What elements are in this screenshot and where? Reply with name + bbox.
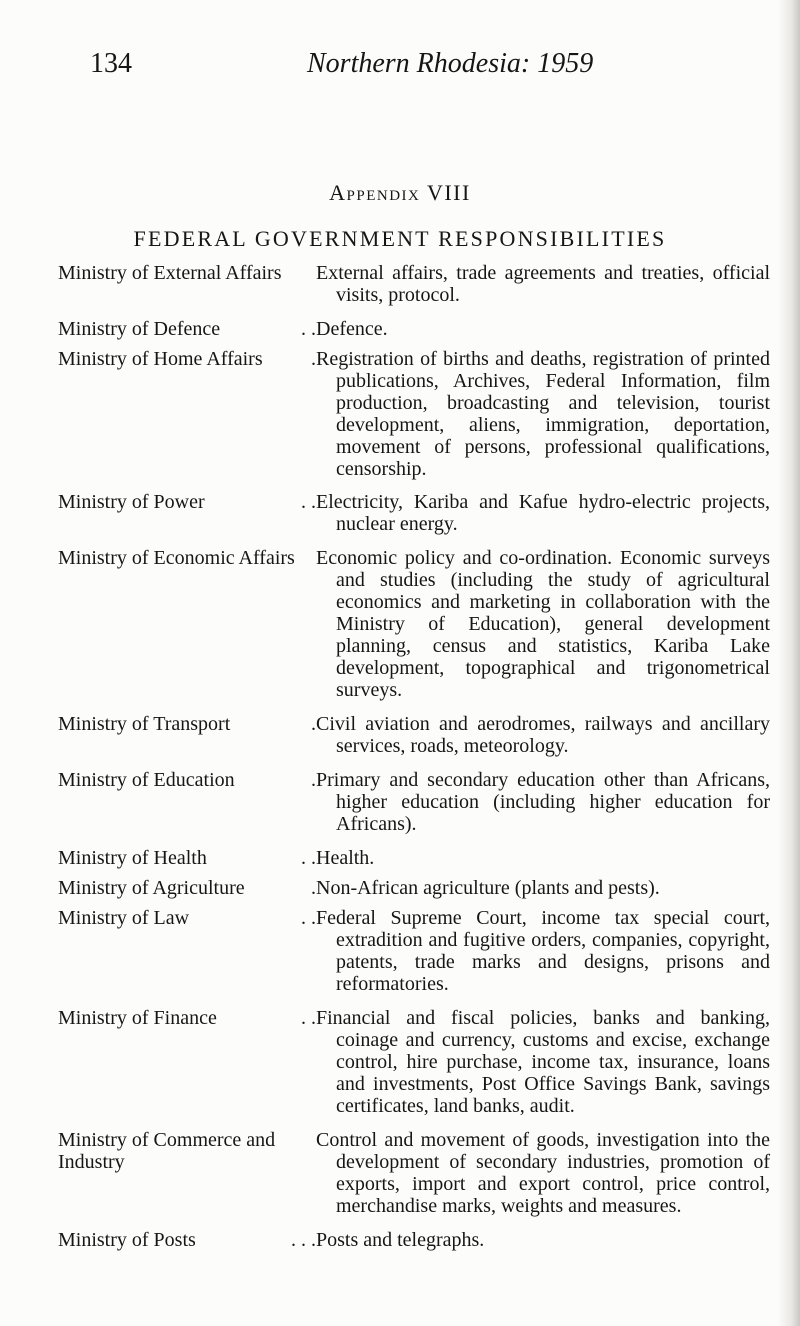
table-row xyxy=(58,769,770,835)
appendix-title: Appendix VIII xyxy=(329,180,471,205)
table-row xyxy=(58,318,770,340)
dot-leader: . . xyxy=(301,491,316,513)
responsibilities-table xyxy=(58,262,770,1251)
ministry-responsibility: External affairs, trade agreements and treaties, official visits, protocol. xyxy=(316,262,770,306)
ministry-name: Ministry of Finance . . xyxy=(58,1007,316,1029)
ministry-name: Ministry of Education . xyxy=(58,769,316,791)
ministry-responsibility: Defence. xyxy=(316,318,388,340)
ministry-name: Ministry of Law . . xyxy=(58,907,316,929)
dot-leader: . xyxy=(311,769,316,791)
table-row xyxy=(58,1129,770,1217)
table-row xyxy=(58,1007,770,1117)
table-row xyxy=(58,877,770,899)
ministry-responsibility: Health. xyxy=(316,847,375,869)
ministry-responsibility: Posts and telegraphs. xyxy=(316,1229,485,1251)
dot-leader: . xyxy=(311,348,316,370)
ministry-name: Ministry of Commerce and Industry xyxy=(58,1129,276,1173)
ministry-responsibility: Primary and secondary education other than Africans, higher education (including higher education for Africans). xyxy=(316,769,770,835)
dot-leader: . . xyxy=(301,847,316,869)
ministry-name: Ministry of Power . . xyxy=(58,491,316,513)
running-head xyxy=(90,48,722,88)
ministry-name: Ministry of Home Affairs . xyxy=(58,348,316,370)
table-row xyxy=(58,547,770,701)
table-row xyxy=(58,847,770,869)
ministry-responsibility: Registration of births and deaths, registration of printed publications, Archives, Federal Information, film production, broadcasting and television, tourist development, aliens, immigration, deportation, movement of persons, professional qualifications, censorship. xyxy=(316,348,770,480)
ministry-name: Ministry of External Affairs xyxy=(58,262,282,284)
table-row xyxy=(58,262,770,306)
ministry-name: Ministry of Transport . xyxy=(58,713,316,735)
ministry-responsibility: Control and movement of goods, investigation into the development of secondary industries, promotion of exports, import and export control, price control, merchandise marks, weights and measures. xyxy=(316,1129,770,1217)
table-row xyxy=(58,348,770,480)
table-row xyxy=(58,907,770,995)
ministry-responsibility: Federal Supreme Court, income tax special court, extradition and fugitive orders, companies, copyright, patents, trade marks and designs, prisons and reformatories. xyxy=(316,907,770,995)
ministry-responsibility: Electricity, Kariba and Kafue hydro-electric projects, nuclear energy. xyxy=(316,491,770,535)
ministry-name: Ministry of Health . . xyxy=(58,847,316,869)
dot-leader: . xyxy=(311,713,316,735)
dot-leader: . xyxy=(311,877,316,899)
ministry-name: Ministry of Economic Affairs xyxy=(58,547,295,569)
ministry-responsibility: Economic policy and co-ordination. Economic surveys and studies (including the study of agricultural economics and marketing in collaboration with the Ministry of Education), general development planning, census and statistics, Kariba Lake development, topographical and trigonometrical surveys. xyxy=(316,547,770,701)
table-row xyxy=(58,1229,770,1251)
table-row xyxy=(58,713,770,757)
ministry-name: Ministry of Defence . . xyxy=(58,318,316,340)
ministry-name: Ministry of Posts . . . xyxy=(58,1229,316,1251)
dot-leader: . . xyxy=(301,907,316,929)
dot-leader: . . xyxy=(301,1007,316,1029)
page-number: 134 xyxy=(90,48,132,79)
section-heading: FEDERAL GOVERNMENT RESPONSIBILITIES xyxy=(133,226,667,251)
dot-leader: . . xyxy=(301,318,316,340)
dot-leader: . . . xyxy=(291,1229,316,1251)
ministry-responsibility: Non-African agriculture (plants and pests). xyxy=(316,877,660,899)
table-row xyxy=(58,491,770,535)
ministry-name: Ministry of Agriculture . xyxy=(58,877,316,899)
ministry-responsibility: Civil aviation and aerodromes, railways and ancillary services, roads, meteorology. xyxy=(316,713,770,757)
ministry-responsibility: Financial and fiscal policies, banks and banking, coinage and currency, customs and excise, exchange control, hire purchase, income tax, insurance, loans and investments, Post Office Savings Bank, savings certificates, land banks, audit. xyxy=(316,1007,770,1117)
running-title: Northern Rhodesia: 1959 xyxy=(307,48,594,79)
